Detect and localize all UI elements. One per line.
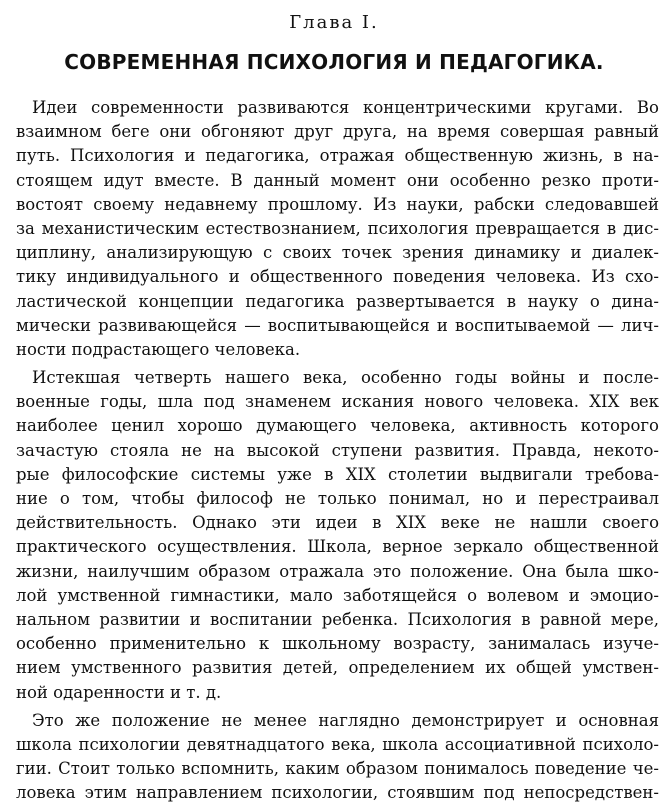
paragraph-1 [16, 96, 659, 362]
text-line: за механистическим естествознанием, психология превращается в дис- [16, 218, 659, 238]
text-line: школа психологии девятнадцатого века, школа ассоциативной психоло- [16, 734, 659, 754]
text-line: стоящем идут вместе. В данный момент они особенно резко проти- [16, 170, 659, 190]
text-line: ние о том, чтобы философ не только понимал, но и перестраивал [16, 489, 659, 508]
text-line: нием умственного развития детей, определением их общей умствен- [16, 658, 659, 678]
text-line: мически развивающейся — воспитывающейся и воспитываемой — лич- [16, 315, 659, 335]
text-line: наиболее ценил хорошо думающего человека, активность которого [16, 416, 659, 436]
chapter-title: СОВРЕМЕННАЯ ПСИХОЛОГИЯ И ПЕДАГОГИКА. [64, 50, 604, 74]
text-line: особенно применительно к школьному возрасту, занималась изуче- [16, 634, 659, 654]
text-line: взаимном беге они обгоняют друг друга, на время совершая равный [16, 122, 659, 142]
paragraph-2 [16, 366, 659, 705]
text-line: лой умственной гимнастики, мало заботящейся о волевом и эмоцио- [16, 585, 659, 605]
text-line: нальном развитии и воспитании ребенка. Психология в равной мере, [16, 609, 659, 629]
text-line: ластической концепции педагогика развертывается в науку о дина- [16, 291, 659, 311]
text-line: тику индивидуального и общественного поведения человека. Из схо- [16, 267, 659, 287]
text-line: зачастую стояла не на высокой ступени развития. Правда, некото- [16, 440, 659, 460]
text-line: Это же положение не менее наглядно демонстрирует и основная [32, 710, 659, 730]
text-line: востоят своему недавнему прошлому. Из науки, рабски следовавшей [16, 194, 659, 214]
text-line: Идеи современности развиваются концентрическими кругами. Во [32, 98, 659, 117]
text-line: практического осуществления. Школа, верное зеркало общественной [16, 537, 659, 557]
text-line: ной одаренности и т. д. [16, 682, 222, 702]
text-line: действительность. Однако эти идеи в XIX веке не нашли своего [16, 513, 659, 533]
text-line: жизни, наилучшим образом отражала это положение. Она была шко- [16, 561, 659, 581]
paragraph-3 [16, 709, 659, 806]
text-line: ности подрастающего человека. [16, 339, 301, 359]
text-line: путь. Психология и педагогика, отражая общественную жизнь, в на- [16, 146, 659, 166]
text-line: гии. Стоит только вспомнить, каким образом понималось поведение че- [16, 759, 659, 779]
text-line: рые философские системы уже в XIX столетии выдвигали требова- [16, 464, 659, 484]
text-line: военные годы, шла под знаменем искания нового человека. XIX век [16, 392, 659, 412]
text-line: циплину, анализирующую с своих точек зрения динамику и диалек- [16, 243, 659, 263]
chapter-heading: Глава I. [289, 12, 379, 33]
body-text [16, 96, 659, 805]
text-line: Истекшая четверть нашего века, особенно годы войны и после- [32, 368, 659, 388]
text-line: ловека этим направлением психологии, стоявшим под непосредствен- [16, 783, 659, 803]
